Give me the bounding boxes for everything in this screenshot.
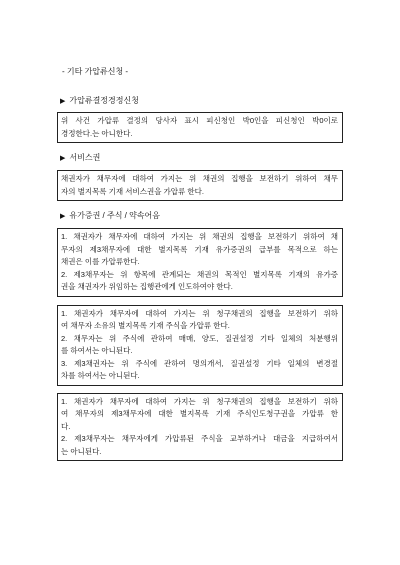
clause-box-correction xyxy=(57,112,343,143)
section-heading-correction xyxy=(60,95,343,107)
clause-line: 권을 채권자가 위임하는 집행관에게 인도하여야 한다. xyxy=(61,282,233,291)
section-heading-label: 가압류결정경정신청 xyxy=(69,96,139,105)
section-heading-label: 서비스권 xyxy=(69,153,101,162)
clause-line: 1. 채권자가 채무자에 대하여 가지는 위 청구채권의 집행을 보전하기 위하 xyxy=(61,396,338,406)
clause-paragraph xyxy=(61,173,338,198)
clause-paragraph xyxy=(61,433,338,458)
clause-line: 위 사건 가압류 결정의 당사자 표시 피신청인 박0인을 피신청인 박0이로 xyxy=(61,116,338,125)
clause-line: 2. 제3채무자는 위 항목에 관계되는 채권의 목적인 별지목록 기재의 유가증 xyxy=(61,269,338,279)
clause-line: 채권은 이를 가압류한다. xyxy=(61,257,140,266)
clause-line: 여 채무자의 제3채무자에 대한 별지목록 기재 주식인도청구권을 가압류 한 xyxy=(61,409,338,418)
clause-line: 차를 하여서는 아니된다. xyxy=(61,371,140,380)
clause-paragraph xyxy=(61,333,338,358)
clause-line: 1. 채권자가 채무자에 대하여 가지는 위 채권의 집행을 보전하기 위하여 채 xyxy=(61,232,338,241)
section-heading-service-right xyxy=(60,152,343,164)
clause-paragraph xyxy=(61,396,338,434)
clause-line: 경정한다.는 아니한다. xyxy=(61,128,133,138)
clause-line: 3. 제3채권자는 위 주식에 관하여 명의개서, 질권설정 기타 일체의 변경절 xyxy=(61,358,338,368)
clause-line: 는 아니된다. xyxy=(61,446,102,456)
clause-box-securities xyxy=(57,228,343,297)
clause-line: 다. xyxy=(61,421,71,431)
clause-paragraph xyxy=(61,269,338,294)
triangle-bullet-icon: ▶ xyxy=(60,154,66,162)
clause-paragraph xyxy=(61,231,338,269)
clause-line: 채권자가 채무자에 대하여 가지는 위 채권의 집행을 보전하기 위하여 채무 xyxy=(61,174,338,183)
section-heading-securities xyxy=(60,210,343,222)
section-heading-label: 유가증권 / 주식 / 약속어음 xyxy=(69,211,161,220)
clause-line: 자의 별지목록 기재 서비스권을 가압류 한다. xyxy=(61,186,204,196)
clause-line: 무자의 제3채무자에 대한 별지목록 기재 유가증권의 급부를 목적으로 하는 xyxy=(61,244,338,254)
triangle-bullet-icon: ▶ xyxy=(60,97,66,105)
clause-box-service-right xyxy=(57,170,343,201)
clause-line: 2. 채무자는 위 주식에 관하여 매매, 양도, 질권설정 기타 일체의 처분행위 xyxy=(61,333,338,343)
clause-line: 여 채무자 소유의 별지목록 기재 주식을 가압류 한다. xyxy=(61,321,230,330)
clause-box-stocks xyxy=(57,305,343,386)
clause-box-stock-delivery xyxy=(57,393,343,462)
clause-paragraph xyxy=(61,358,338,383)
clause-line: 2. 제3채무자는 채무자에게 가압류된 주식을 교부하거나 대금을 지급하여서 xyxy=(61,434,338,443)
clause-paragraph xyxy=(61,115,338,140)
clause-line: 1. 채권자가 채무자에 대하여 가지는 위 청구채권의 집행을 보전하기 위하 xyxy=(61,308,338,318)
document-title: - 기타 가압류신청 - xyxy=(62,67,129,76)
clause-line: 를 하여서는 아니된다. xyxy=(61,346,133,355)
clause-paragraph xyxy=(61,308,338,333)
document-content xyxy=(57,66,343,461)
triangle-bullet-icon: ▶ xyxy=(60,212,66,220)
